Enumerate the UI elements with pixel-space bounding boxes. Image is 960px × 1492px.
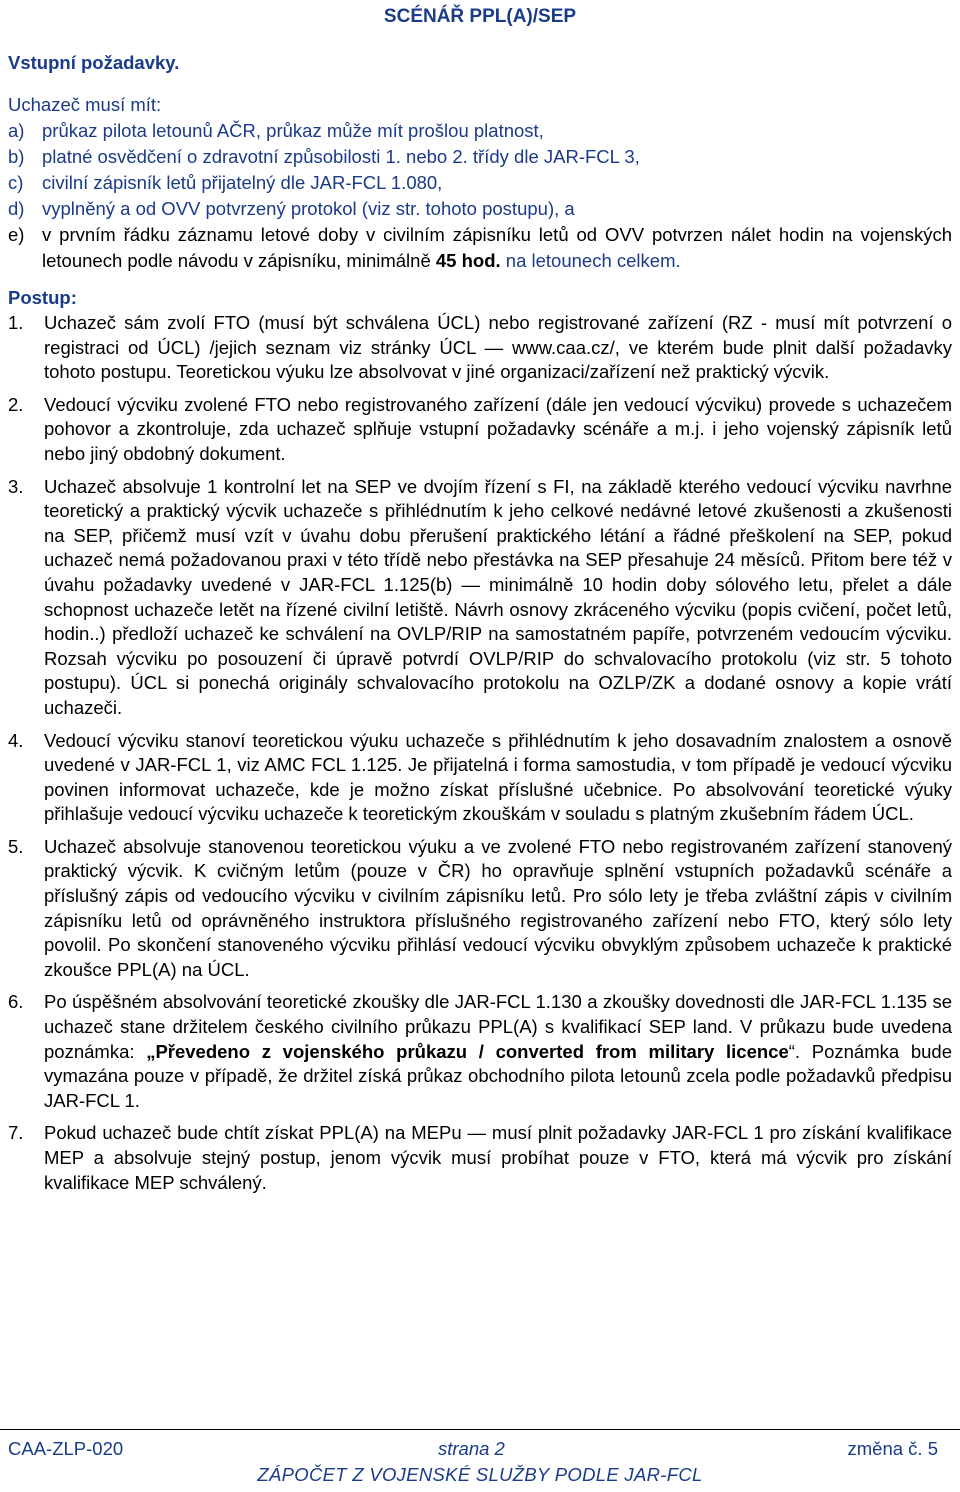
requirement-item-a [8, 118, 952, 144]
footer-page-number: strana 2 [438, 1438, 505, 1459]
procedure-steps [8, 311, 952, 1203]
requirement-hours-bold: 45 hod. [435, 250, 501, 271]
step-number: 7. [8, 1122, 24, 1144]
step-text-part: “. Poznámka bude vymazána pouze v případě, že držitel získá průkaz obchodního pilota letounů zcela podle požadavků předpisu JAR-FCL 1. [44, 1040, 952, 1111]
requirement-letter: e) [8, 224, 25, 245]
step-number: 2. [8, 393, 24, 415]
requirement-text: vyplněný a od OVV potvrzený protokol (viz str. tohoto postupu), a [42, 198, 575, 219]
step-number: 3. [8, 475, 24, 497]
procedure-step-6 [8, 990, 952, 1113]
procedure-step-4 [8, 729, 952, 827]
requirements-intro: Uchazeč musí mít: [8, 94, 162, 115]
document-title: SCÉNÁŘ PPL(A)/SEP [383, 6, 577, 27]
step-license-note-bold: „Převedeno z vojenského průkazu / converted from military licence [146, 1040, 789, 1062]
requirement-letter: d) [8, 198, 25, 219]
requirements-block [8, 92, 952, 274]
step-number: 4. [8, 729, 24, 751]
page-footer [0, 1429, 960, 1492]
requirement-text: průkaz pilota letounů AČR, průkaz může mít prošlou platnost, [42, 120, 544, 141]
step-text [44, 990, 952, 1113]
footer-row [8, 1438, 938, 1460]
step-text: Uchazeč absolvuje stanovenou teoretickou výuku a ve zvolené FTO nebo registrovaném zařízení stanovený praktický výcvik. K cvičným letům (pouze v ČR) ho opravňuje splnění vstupních požadavků scénáře a příslušný zápis od vedoucího výcviku v civilním zápisníku letů. Pro sólo lety je třeba zvláštní zápis v civilním zápisníku letů od oprávněného instruktora příslušného registrovaného zařízení nebo FTO, který sólo lety povolil. Po skončení stanoveného výcviku přihlásí vedoucí výcviku obvyklým způsobem uchazeče k praktické zkoušce PPL(A) na ÚCL. [44, 835, 952, 980]
step-text: Vedoucí výcviku stanoví teoretickou výuku uchazeče s přihlédnutím k jeho dosavadním znalostem a osnově uvedené v JAR-FCL 1, viz AMC FCL 1.125. Je přijatelná i forma samostudia, v tom případě je vedoucí výcviku povinen informovat uchazeče, kde je možno získat příslušné učebnice. Po absolvování teoretické výuky přihlašuje vedoucí výcviku uchazeče k teoretickým zkouškám v souladu s platným zkušebním řádem ÚCL. [44, 729, 952, 825]
step-number: 5. [8, 835, 24, 857]
requirement-text: civilní zápisník letů přijatelný dle JAR-FCL 1.080, [42, 172, 443, 193]
step-number: 1. [8, 312, 24, 333]
requirement-letter: b) [8, 146, 25, 167]
requirement-item-e [8, 222, 952, 274]
footer-change-number: změna č. 5 [847, 1438, 938, 1459]
requirement-text [42, 222, 952, 274]
procedure-step-5 [8, 835, 952, 983]
procedure-step-1 [8, 311, 952, 385]
procedure-step-2 [8, 393, 952, 467]
requirement-text-part: na letounech celkem. [500, 250, 681, 271]
requirement-letter: a) [8, 120, 25, 141]
footer-document-code: CAA-ZLP-020 [8, 1438, 124, 1459]
requirement-text-part: v prvním řádku záznamu letové doby v civilním zápisníku letů od OVV potvrzen nálet hodin na vojenských letounech podle návodu v zápisníku, minimálně [42, 224, 952, 271]
procedure-step-3 [8, 475, 952, 721]
step-text: Uchazeč sám zvolí FTO (musí být schválena ÚCL) nebo registrované zařízení (RZ - musí mít potvrzení o registraci od ÚCL) /jejich seznam viz stránky ÚCL — www.caa.cz/, ve kterém bude plnit další požadavky tohoto postupu. Teoretickou výuku lze absolvovat v jiné organizaci/zařízení než praktický výcvik. [44, 312, 952, 383]
procedure-step-7 [8, 1121, 952, 1195]
procedure-heading: Postup: [8, 287, 77, 308]
step-number: 6. [8, 991, 24, 1013]
step-text-part: Po úspěšném absolvování teoretické zkoušky dle JAR-FCL 1.130 a zkoušky dovednosti dle JAR-FCL 1.135 se uchazeč stane držitelem českého civilního průkazu PPL(A) s kvalifikací SEP land. V průkazu bude uvedena poznámka: [44, 991, 952, 1062]
requirement-item-b [8, 144, 952, 170]
step-text: Uchazeč absolvuje 1 kontrolní let na SEP ve dvojím řízení s FI, na základě kterého vedoucí výcviku navrhne teoretický a praktický výcvik uchazeče s přihlédnutím k jeho celkové nedávné letové zkušenosti a zkušenosti na SEP, přičemž musí vzít v úvahu dobu přerušení praktického létání a řádné přeškolení na SEP, pokud uchazeč nemá požadovanou praxi v této třídě nebo přestávka na SEP přesahuje 24 měsíců. Přitom bere též v úvahu požadavky uvedené v JAR-FCL 1.125(b) — minimálně 10 hodin doby sólového letu, přelet a dále schopnost uchazeče letět na řízené civilní letiště. Návrh osnovy zkráceného výcviku (popis cvičení, počet letů, hodin..) předloží uchazeč ke schválení na OVLP/RIP na samostatném papíře, potvrzeném vedoucím výcviku. Rozsah výcviku po posouzení či úpravě potvrdí OVLP/RIP do schvalovacího protokolu (viz str. 5 tohoto postupu). ÚCL si ponechá originály schvalovacího protokolu na OZLP/ZK a dodané osnovy a kopie vrátí uchazeči. [44, 475, 952, 718]
step-text: Vedoucí výcviku zvolené FTO nebo registrovaného zařízení (dále jen vedoucí výcviku) provede s uchazečem pohovor a zkontroluje, zda uchazeč splňuje vstupní požadavky scénáře a m.j. i jeho vojenský zápisník letů nebo jiný obdobný dokument. [44, 393, 952, 464]
requirement-item-d [8, 196, 952, 222]
requirements-heading: Vstupní požadavky. [8, 52, 180, 73]
footer-subtitle: ZÁPOČET Z VOJENSKÉ SLUŽBY PODLE JAR-FCL [257, 1464, 703, 1485]
step-text: Pokud uchazeč bude chtít získat PPL(A) na MEPu — musí plnit požadavky JAR-FCL 1 pro získání kvalifikace MEP a absolvuje stejný postup, jenom výcvik musí probíhat pouze v FTO, která má výcvik pro získání kvalifikace MEP schválený. [44, 1122, 952, 1193]
requirement-item-c [8, 170, 952, 196]
requirement-text: platné osvědčení o zdravotní způsobilosti 1. nebo 2. třídy dle JAR-FCL 3, [42, 146, 640, 167]
requirement-letter: c) [8, 172, 24, 193]
